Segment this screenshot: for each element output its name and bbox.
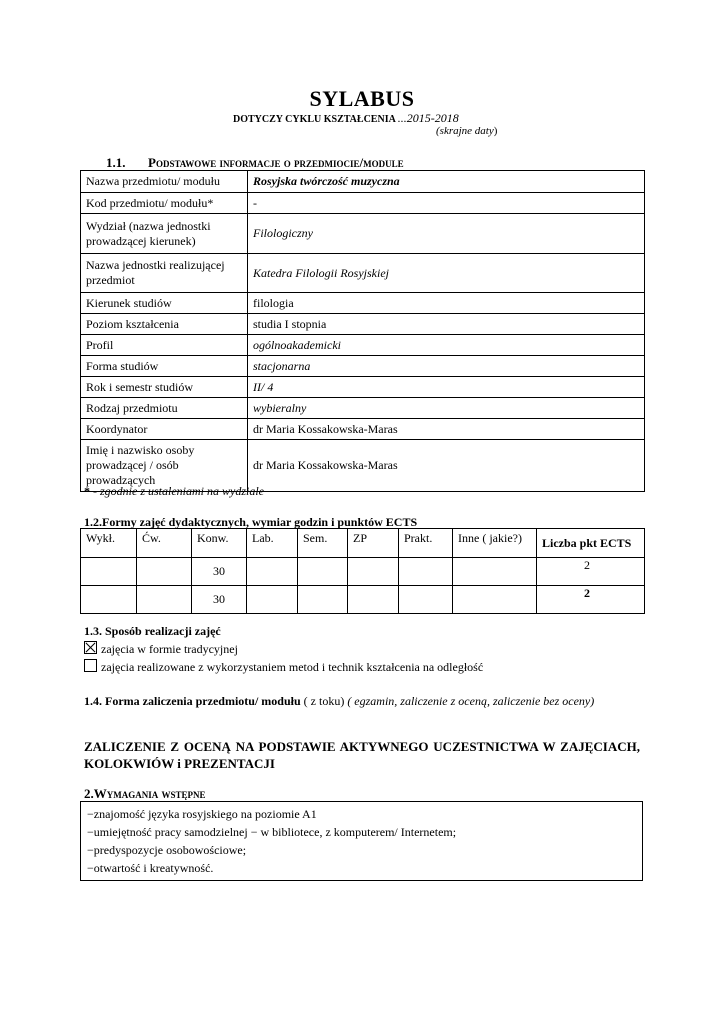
info-row <box>81 314 645 335</box>
info-value: Katedra Filologii Rosyjskiej <box>248 254 645 293</box>
cycle-years: ...2015-2018 <box>397 111 459 125</box>
forms-row <box>81 586 645 614</box>
cell-inne <box>453 586 537 614</box>
info-row <box>81 193 645 214</box>
info-row <box>81 335 645 356</box>
prerequisite-item: −umiejętność pracy samodzielnej − w bibliotece, z komputerem/ Internetem; <box>87 825 457 839</box>
info-value: dr Maria Kossakowska-Maras <box>248 419 645 440</box>
info-label: Profil <box>81 335 248 356</box>
header-konw: Konw. <box>192 529 247 558</box>
option-remote-label: zajęcia realizowane z wykorzystaniem metod i technik kształcenia na odległość <box>101 660 484 674</box>
section-1-2-heading: 1.2.Formy zajęć dydaktycznych, wymiar godzin i punktów ECTS <box>84 515 418 529</box>
header-inne: Inne ( jakie?) <box>453 529 537 558</box>
cell-zp <box>348 586 399 614</box>
unchecked-box-icon[interactable] <box>84 659 97 672</box>
class-forms-table <box>80 528 645 614</box>
cell-ects: 2 <box>537 558 645 586</box>
info-value: Rosyjska twórczość muzyczna <box>248 171 645 193</box>
cycle-subtitle <box>233 111 459 126</box>
cell-cw <box>137 558 192 586</box>
header-zp: ZP <box>348 529 399 558</box>
section-1-4-heading <box>84 692 644 710</box>
cell-inne <box>453 558 537 586</box>
info-label: Kierunek studiów <box>81 293 248 314</box>
checked-box-icon[interactable] <box>84 641 97 654</box>
section-1-1-heading <box>106 155 404 171</box>
section-1-4-title: 1.4. Forma zaliczenia przedmiotu/ modułu <box>84 694 301 708</box>
option-traditional <box>84 641 238 657</box>
cell-zp <box>348 558 399 586</box>
info-row <box>81 214 645 254</box>
footnote <box>84 484 264 499</box>
dates-note-text: (skrajne daty <box>436 125 494 137</box>
cell-wykl <box>81 586 137 614</box>
cell-cw <box>137 586 192 614</box>
header-lab: Lab. <box>247 529 298 558</box>
info-row <box>81 293 645 314</box>
info-value: Filologiczny <box>248 214 645 254</box>
footnote-text: zgodnie z ustaleniami na wydziale <box>97 484 264 498</box>
info-value: filologia <box>248 293 645 314</box>
info-value: stacjonarna <box>248 356 645 377</box>
document-title: SYLABUS <box>309 86 415 111</box>
info-label: Nazwa jednostki realizującej przedmiot <box>81 254 248 293</box>
info-label: Kod przedmiotu/ modułu* <box>81 193 248 214</box>
basic-info-table <box>80 170 645 492</box>
cell-prakt <box>399 586 453 614</box>
info-row <box>81 171 645 193</box>
info-row <box>81 398 645 419</box>
section-1-1-number: 1.1. <box>106 155 126 170</box>
section-1-3-heading: 1.3. Sposób realizacji zajęć <box>84 624 221 638</box>
cell-konw: 30 <box>192 586 247 614</box>
cell-ects-total: 2 <box>537 586 645 614</box>
forms-row <box>81 558 645 586</box>
prerequisite-item: −otwartość i kreatywność. <box>87 861 214 875</box>
cell-prakt <box>399 558 453 586</box>
info-value: ogólnoakademicki <box>248 335 645 356</box>
info-value: II/ 4 <box>248 377 645 398</box>
forms-header-row <box>81 529 645 558</box>
header-wykl: Wykł. <box>81 529 137 558</box>
info-value: wybieralny <box>248 398 645 419</box>
info-label: Rok i semestr studiów <box>81 377 248 398</box>
prerequisite-item: −znajomość języka rosyjskiego na poziomie A1 <box>87 807 317 821</box>
section-1-4-paren: ( z toku) <box>300 694 348 708</box>
section-1-1-title: Podstawowe informacje o przedmiocie/module <box>148 155 404 170</box>
header-prakt: Prakt. <box>399 529 453 558</box>
option-remote <box>84 659 483 675</box>
prerequisite-item: −predyspozycje osobowościowe; <box>87 843 247 857</box>
cycle-label: DOTYCZY CYKLU KSZTAŁCENIA <box>233 114 396 125</box>
header-sem: Sem. <box>298 529 348 558</box>
footnote-star: * - <box>84 484 97 498</box>
header-ects: Liczba pkt ECTS <box>537 529 645 558</box>
dates-note <box>436 125 497 137</box>
info-label: Koordynator <box>81 419 248 440</box>
section-2-title: 2.Wymagania wstępne <box>84 786 206 801</box>
cell-sem <box>298 586 348 614</box>
info-label: Nazwa przedmiotu/ modułu <box>81 171 248 193</box>
info-row <box>81 419 645 440</box>
info-label: Wydział (nazwa jednostki prowadzącej kierunek) <box>81 214 248 254</box>
info-label: Poziom kształcenia <box>81 314 248 335</box>
info-row <box>81 377 645 398</box>
cell-lab <box>247 558 298 586</box>
cell-sem <box>298 558 348 586</box>
dates-note-close: ) <box>493 125 498 137</box>
option-traditional-label: zajęcia w formie tradycyjnej <box>101 642 238 656</box>
assessment-statement: ZALICZENIE Z OCENĄ NA PODSTAWIE AKTYWNEGO UCZESTNICTWA W ZAJĘCIACH, KOLOKWIÓW i PREZENTACJI <box>84 739 640 771</box>
info-value: dr Maria Kossakowska-Maras <box>248 440 645 492</box>
cell-konw: 30 <box>192 558 247 586</box>
cell-lab <box>247 586 298 614</box>
info-row <box>81 254 645 293</box>
info-value: - <box>248 193 645 214</box>
header-cw: Ćw. <box>137 529 192 558</box>
prerequisites-box <box>80 801 643 881</box>
section-2-heading <box>84 786 206 802</box>
info-row <box>81 356 645 377</box>
section-1-4-options: ( egzamin, zaliczenie z oceną, zaliczenie bez oceny) <box>347 694 595 708</box>
info-label: Imię i nazwisko osoby prowadzącej / osób prowadzących <box>81 440 248 492</box>
cell-wykl <box>81 558 137 586</box>
info-value: studia I stopnia <box>248 314 645 335</box>
info-label: Forma studiów <box>81 356 248 377</box>
info-label: Rodzaj przedmiotu <box>81 398 248 419</box>
